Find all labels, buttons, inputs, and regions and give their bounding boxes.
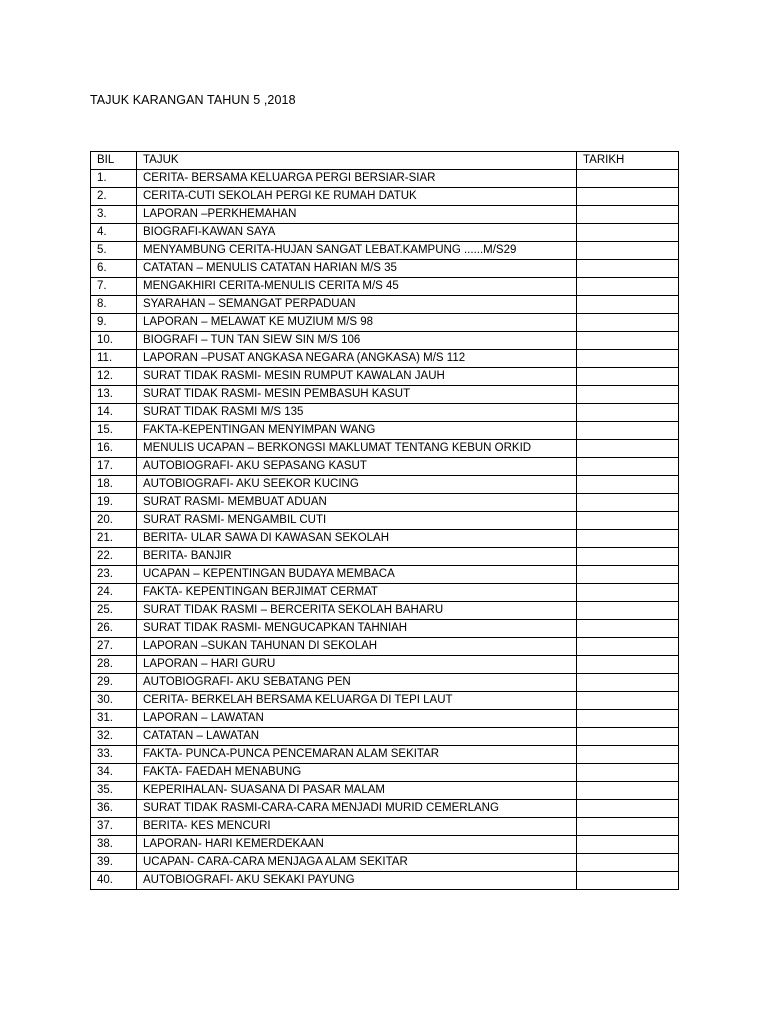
- table-row: [91, 602, 679, 620]
- row-number-cell: 31.: [91, 710, 137, 728]
- row-topic-cell: LAPORAN- HARI KEMERDEKAAN: [137, 836, 577, 854]
- row-number-cell: 36.: [91, 800, 137, 818]
- header-bil: BIL: [91, 152, 137, 170]
- row-topic-cell: BIOGRAFI-KAWAN SAYA: [137, 224, 577, 242]
- row-topic-cell: FAKTA- KEPENTINGAN BERJIMAT CERMAT: [137, 584, 577, 602]
- row-number-cell: 35.: [91, 782, 137, 800]
- row-number-cell: 14.: [91, 404, 137, 422]
- row-date-cell: [577, 746, 679, 764]
- table-row: [91, 818, 679, 836]
- row-date-cell: [577, 674, 679, 692]
- row-number-cell: 38.: [91, 836, 137, 854]
- row-topic-cell: CERITA- BERKELAH BERSAMA KELUARGA DI TEPI LAUT: [137, 692, 577, 710]
- row-topic-cell: CATATAN – LAWATAN: [137, 728, 577, 746]
- row-topic-cell: UCAPAN – KEPENTINGAN BUDAYA MEMBACA: [137, 566, 577, 584]
- table-row: [91, 260, 679, 278]
- table-row: [91, 170, 679, 188]
- row-number-cell: 33.: [91, 746, 137, 764]
- row-topic-cell: SURAT TIDAK RASMI M/S 135: [137, 404, 577, 422]
- row-number-cell: 16.: [91, 440, 137, 458]
- essay-topics-table: [90, 151, 679, 890]
- table-row: [91, 476, 679, 494]
- row-topic-cell: LAPORAN – HARI GURU: [137, 656, 577, 674]
- row-topic-cell: BERITA- ULAR SAWA DI KAWASAN SEKOLAH: [137, 530, 577, 548]
- row-topic-cell: MENULIS UCAPAN – BERKONGSI MAKLUMAT TENTANG KEBUN ORKID: [137, 440, 577, 458]
- row-number-cell: 10.: [91, 332, 137, 350]
- table-row: [91, 512, 679, 530]
- row-date-cell: [577, 728, 679, 746]
- table-header-row: [91, 152, 679, 170]
- row-date-cell: [577, 476, 679, 494]
- row-number-cell: 26.: [91, 620, 137, 638]
- row-number-cell: 17.: [91, 458, 137, 476]
- row-date-cell: [577, 656, 679, 674]
- table-row: [91, 404, 679, 422]
- row-number-cell: 11.: [91, 350, 137, 368]
- row-number-cell: 24.: [91, 584, 137, 602]
- row-number-cell: 3.: [91, 206, 137, 224]
- table-row: [91, 386, 679, 404]
- document-title: TAJUK KARANGAN TAHUN 5 ,2018: [90, 93, 296, 107]
- row-number-cell: 23.: [91, 566, 137, 584]
- row-topic-cell: LAPORAN – MELAWAT KE MUZIUM M/S 98: [137, 314, 577, 332]
- row-number-cell: 37.: [91, 818, 137, 836]
- row-topic-cell: FAKTA-KEPENTINGAN MENYIMPAN WANG: [137, 422, 577, 440]
- table-row: [91, 422, 679, 440]
- row-topic-cell: FAKTA- FAEDAH MENABUNG: [137, 764, 577, 782]
- header-tajuk: TAJUK: [137, 152, 577, 170]
- row-date-cell: [577, 206, 679, 224]
- row-date-cell: [577, 422, 679, 440]
- row-number-cell: 30.: [91, 692, 137, 710]
- table-row: [91, 854, 679, 872]
- table-row: [91, 440, 679, 458]
- row-date-cell: [577, 260, 679, 278]
- row-topic-cell: LAPORAN –PUSAT ANGKASA NEGARA (ANGKASA) M/S 112: [137, 350, 577, 368]
- table-row: [91, 584, 679, 602]
- row-date-cell: [577, 224, 679, 242]
- row-number-cell: 27.: [91, 638, 137, 656]
- row-date-cell: [577, 494, 679, 512]
- row-number-cell: 40.: [91, 872, 137, 890]
- row-number-cell: 1.: [91, 170, 137, 188]
- row-number-cell: 6.: [91, 260, 137, 278]
- row-topic-cell: SURAT TIDAK RASMI – BERCERITA SEKOLAH BAHARU: [137, 602, 577, 620]
- table-row: [91, 620, 679, 638]
- row-topic-cell: SURAT RASMI- MENGAMBIL CUTI: [137, 512, 577, 530]
- row-topic-cell: AUTOBIOGRAFI- AKU SEBATANG PEN: [137, 674, 577, 692]
- row-topic-cell: BERITA- BANJIR: [137, 548, 577, 566]
- row-date-cell: [577, 638, 679, 656]
- row-number-cell: 21.: [91, 530, 137, 548]
- table-row: [91, 188, 679, 206]
- row-topic-cell: BERITA- KES MENCURI: [137, 818, 577, 836]
- row-number-cell: 29.: [91, 674, 137, 692]
- row-topic-cell: SURAT TIDAK RASMI- MESIN RUMPUT KAWALAN JAUH: [137, 368, 577, 386]
- row-number-cell: 39.: [91, 854, 137, 872]
- row-number-cell: 20.: [91, 512, 137, 530]
- row-number-cell: 2.: [91, 188, 137, 206]
- row-date-cell: [577, 188, 679, 206]
- row-date-cell: [577, 566, 679, 584]
- row-number-cell: 13.: [91, 386, 137, 404]
- row-number-cell: 9.: [91, 314, 137, 332]
- table-row: [91, 206, 679, 224]
- row-number-cell: 22.: [91, 548, 137, 566]
- row-date-cell: [577, 332, 679, 350]
- row-number-cell: 12.: [91, 368, 137, 386]
- row-date-cell: [577, 836, 679, 854]
- row-number-cell: 8.: [91, 296, 137, 314]
- row-topic-cell: UCAPAN- CARA-CARA MENJAGA ALAM SEKITAR: [137, 854, 577, 872]
- table-row: [91, 836, 679, 854]
- table-row: [91, 800, 679, 818]
- table-row: [91, 728, 679, 746]
- table-body: [91, 170, 679, 890]
- header-tarikh: TARIKH: [577, 152, 679, 170]
- table-row: [91, 674, 679, 692]
- row-date-cell: [577, 584, 679, 602]
- table-row: [91, 530, 679, 548]
- row-topic-cell: KEPERIHALAN- SUASANA DI PASAR MALAM: [137, 782, 577, 800]
- row-topic-cell: SURAT TIDAK RASMI- MENGUCAPKAN TAHNIAH: [137, 620, 577, 638]
- table-row: [91, 566, 679, 584]
- row-topic-cell: SURAT TIDAK RASMI-CARA-CARA MENJADI MURID CEMERLANG: [137, 800, 577, 818]
- row-topic-cell: CATATAN – MENULIS CATATAN HARIAN M/S 35: [137, 260, 577, 278]
- row-topic-cell: AUTOBIOGRAFI- AKU SEKAKI PAYUNG: [137, 872, 577, 890]
- row-date-cell: [577, 458, 679, 476]
- row-number-cell: 15.: [91, 422, 137, 440]
- row-date-cell: [577, 872, 679, 890]
- row-topic-cell: AUTOBIOGRAFI- AKU SEPASANG KASUT: [137, 458, 577, 476]
- row-date-cell: [577, 350, 679, 368]
- table-row: [91, 278, 679, 296]
- row-topic-cell: SYARAHAN – SEMANGAT PERPADUAN: [137, 296, 577, 314]
- table-row: [91, 656, 679, 674]
- row-topic-cell: CERITA- BERSAMA KELUARGA PERGI BERSIAR-SIAR: [137, 170, 577, 188]
- row-date-cell: [577, 512, 679, 530]
- table-row: [91, 764, 679, 782]
- row-number-cell: 32.: [91, 728, 137, 746]
- table-row: [91, 872, 679, 890]
- row-date-cell: [577, 296, 679, 314]
- table-row: [91, 242, 679, 260]
- row-number-cell: 28.: [91, 656, 137, 674]
- row-topic-cell: LAPORAN – LAWATAN: [137, 710, 577, 728]
- table-row: [91, 224, 679, 242]
- row-topic-cell: FAKTA- PUNCA-PUNCA PENCEMARAN ALAM SEKITAR: [137, 746, 577, 764]
- row-number-cell: 5.: [91, 242, 137, 260]
- row-topic-cell: MENYAMBUNG CERITA-HUJAN SANGAT LEBAT.KAMPUNG ......M/S29: [137, 242, 577, 260]
- table-row: [91, 638, 679, 656]
- row-date-cell: [577, 170, 679, 188]
- row-topic-cell: LAPORAN –SUKAN TAHUNAN DI SEKOLAH: [137, 638, 577, 656]
- table-row: [91, 692, 679, 710]
- row-topic-cell: AUTOBIOGRAFI- AKU SEEKOR KUCING: [137, 476, 577, 494]
- row-topic-cell: SURAT TIDAK RASMI- MESIN PEMBASUH KASUT: [137, 386, 577, 404]
- row-date-cell: [577, 800, 679, 818]
- row-number-cell: 4.: [91, 224, 137, 242]
- row-date-cell: [577, 440, 679, 458]
- row-date-cell: [577, 692, 679, 710]
- row-topic-cell: SURAT RASMI- MEMBUAT ADUAN: [137, 494, 577, 512]
- row-number-cell: 19.: [91, 494, 137, 512]
- row-topic-cell: MENGAKHIRI CERITA-MENULIS CERITA M/S 45: [137, 278, 577, 296]
- row-number-cell: 18.: [91, 476, 137, 494]
- table-row: [91, 296, 679, 314]
- row-date-cell: [577, 530, 679, 548]
- table-row: [91, 314, 679, 332]
- table-row: [91, 548, 679, 566]
- row-date-cell: [577, 314, 679, 332]
- row-date-cell: [577, 710, 679, 728]
- table-row: [91, 782, 679, 800]
- row-date-cell: [577, 602, 679, 620]
- row-date-cell: [577, 782, 679, 800]
- row-date-cell: [577, 764, 679, 782]
- row-date-cell: [577, 620, 679, 638]
- row-date-cell: [577, 854, 679, 872]
- row-date-cell: [577, 242, 679, 260]
- table-row: [91, 746, 679, 764]
- row-date-cell: [577, 278, 679, 296]
- table-row: [91, 350, 679, 368]
- row-number-cell: 25.: [91, 602, 137, 620]
- row-date-cell: [577, 386, 679, 404]
- table-row: [91, 494, 679, 512]
- row-date-cell: [577, 818, 679, 836]
- table-row: [91, 368, 679, 386]
- table-row: [91, 710, 679, 728]
- row-date-cell: [577, 368, 679, 386]
- row-date-cell: [577, 548, 679, 566]
- row-number-cell: 34.: [91, 764, 137, 782]
- row-topic-cell: LAPORAN –PERKHEMAHAN: [137, 206, 577, 224]
- row-topic-cell: BIOGRAFI – TUN TAN SIEW SIN M/S 106: [137, 332, 577, 350]
- table-row: [91, 458, 679, 476]
- row-topic-cell: CERITA-CUTI SEKOLAH PERGI KE RUMAH DATUK: [137, 188, 577, 206]
- table-row: [91, 332, 679, 350]
- row-number-cell: 7.: [91, 278, 137, 296]
- row-date-cell: [577, 404, 679, 422]
